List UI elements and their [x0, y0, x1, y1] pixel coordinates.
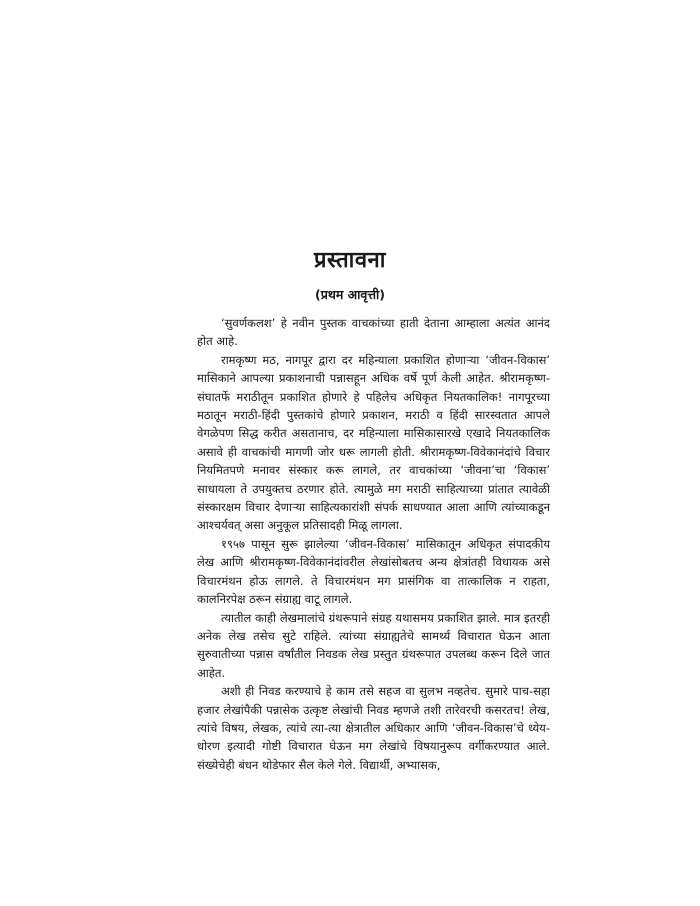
page-title: प्रस्तावना [314, 248, 386, 273]
body-text [197, 314, 550, 774]
paragraph: रामकृष्ण मठ, नागपूर द्वारा दर महिन्याला प्रकाशित होणाऱ्या ‘जीवन-विकास’ मासिकाने आपल्या प्रकाशनाची पन्नासहून अधिक वर्षे पूर्ण केली आहेत. श्रीरामकृष्ण-संघातर्फे मराठीतून प्रकाशित होणारे हे पहिलेच अधिकृत नियतकालिक! नागपूरच्या मठातून मराठी-हिंदी पुस्तकांचे होणारे प्रकाशन, मराठी व हिंदी सारस्वतात आपले वेगळेपण सिद्ध करीत असतानाच, दर महिन्याला मासिकासारखे एखादे नियतकालिक असावे ही वाचकांची मागणी जोर धरू लागली होती. श्रीरामकृष्ण-विवेकानंदांचे विचार नियमितपणे मनावर संस्कार करू लागले, तर वाचकांच्या ‘जीवना’चा ‘विकास’ साधायला ते उपयुक्तच ठरणार होते. त्यामुळे मग मराठी साहित्याच्या प्रांतात त्यावेळी संस्कारक्षम विचार देणाऱ्या साहित्यकारांशी संपर्क साधण्यात आला आणि त्यांच्याकडून आश्चर्यवत् असा अनुकूल प्रतिसादही मिळू लागला. [197, 352, 550, 533]
paragraph: अशी ही निवड करण्याचे हे काम तसे सहज वा सुलभ नव्हतेच. सुमारे पाच-सहा हजार लेखांपैकी पन्नासेक उत्कृष्ट लेखांची निवड म्हणजे तशी तारेवरची कसरतच! लेख, त्यांचे विषय, लेखक, त्यांचे त्या-त्या क्षेत्रातील अधिकार आणि ‘जीवन-विकास’चे ध्येय-धोरण इत्यादी गोष्टी विचारात घेऊन मग लेखांचे विषयानुरूप वर्गीकरण्यात आले. संख्येचेही बंधन थोडेफार सैल केले गेले. विद्यार्थी, अभ्यासक, [197, 684, 550, 772]
paragraph: ‘सुवर्णकलश’ हे नवीन पुस्तक वाचकांच्या हाती देताना आम्हाला अत्यंत आनंद होत आहे. [197, 316, 550, 349]
paragraph: १९५७ पासून सुरू झालेल्या ‘जीवन-विकास’ मासिकातून अधिकृत संपादकीय लेख आणि श्रीरामकृष्ण-विवेकानंदांवरील लेखांसोबतच अन्य क्षेत्रांतही विधायक असे विचारमंथन होऊ लागले. ते विचारमंथन मग प्रासंगिक वा तात्कालिक न राहता, कालनिरपेक्ष ठरून संग्राह्य वाटू लागले. [197, 536, 550, 607]
paragraph: त्यातील काही लेखमालांचे ग्रंथरूपाने संग्रह यथासमय प्रकाशित झाले. मात्र इतरही अनेक लेख तसेच सुटे राहिले. त्यांच्या संग्राह्यतेचे सामर्थ्य विचारात घेऊन आता सुरुवातीच्या पन्नास वर्षांतील निवडक लेख प्रस्तुत ग्रंथरूपात उपलब्ध करून दिले जात आहेत. [197, 610, 550, 680]
page-subtitle: (प्रथम आवृत्ती) [315, 287, 385, 302]
